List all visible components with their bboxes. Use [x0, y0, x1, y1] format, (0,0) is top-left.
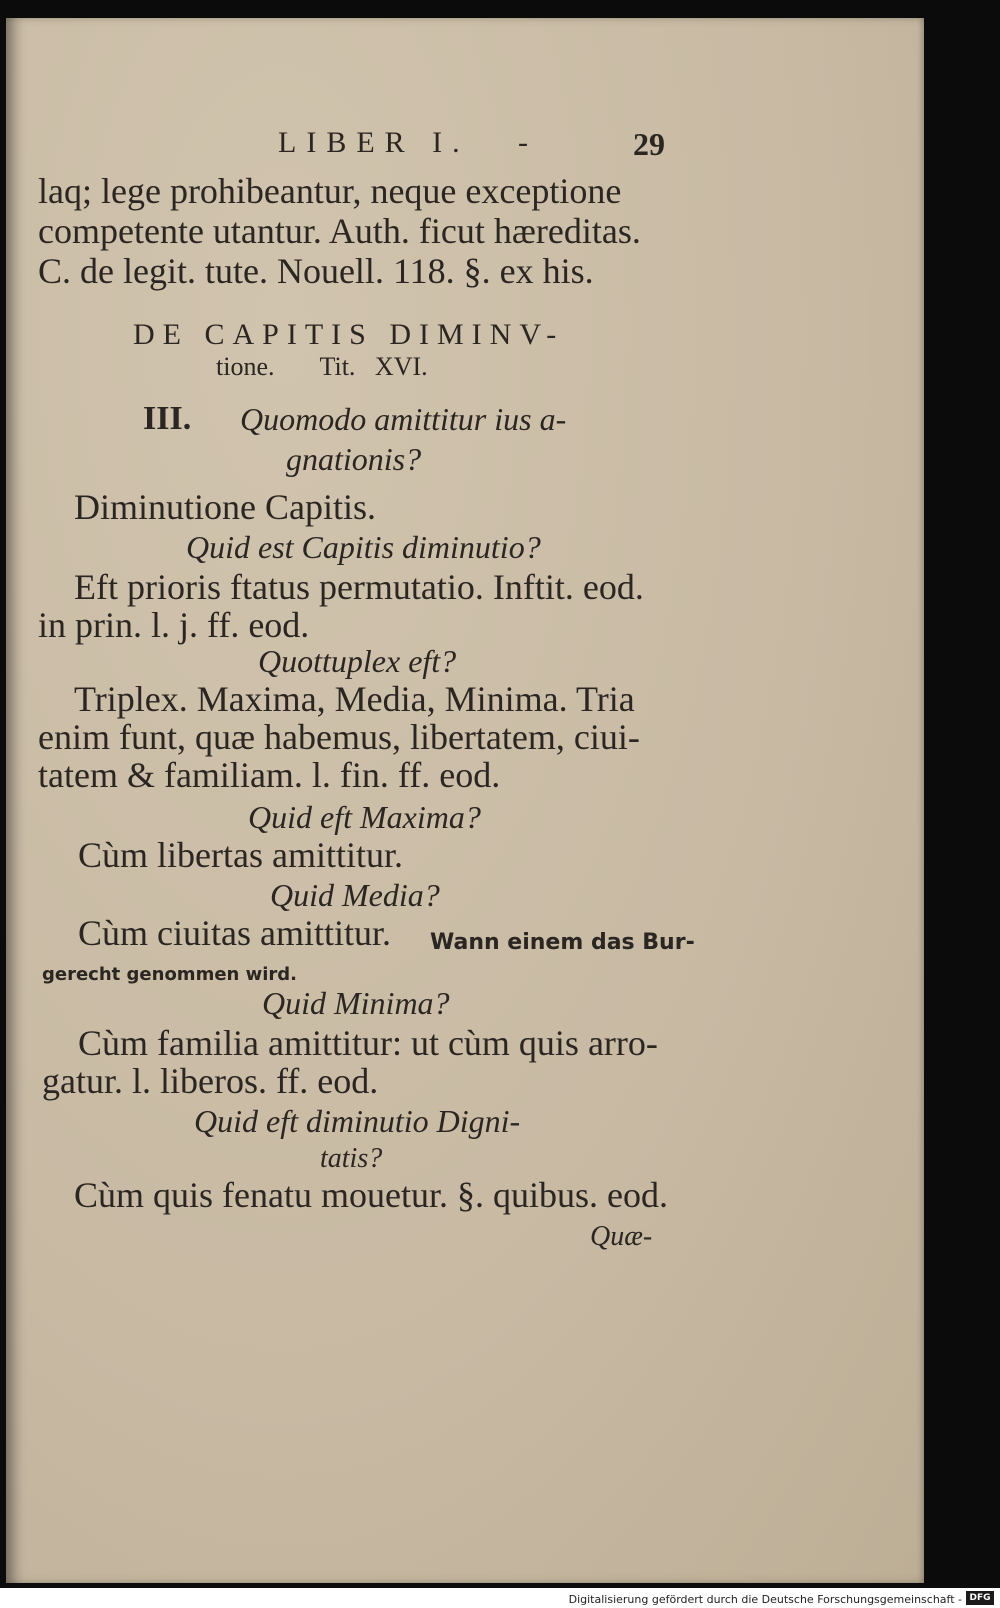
question-text: Quid eft diminutio Digni- [194, 1103, 521, 1139]
funding-credit: Digitalisierung gefördert durch die Deutsche Forschungsgemeinschaft - [568, 1593, 962, 1606]
running-head-dash: - [518, 126, 528, 159]
catchword: Quæ- [590, 1221, 653, 1252]
german-gloss: gerecht genommen wird. [42, 964, 298, 985]
section-heading-cont: tione. Tit. XVI. [216, 352, 428, 381]
question-text: Quottuplex eft? [258, 643, 457, 679]
section-heading: DE CAPITIS DIMINV- [133, 318, 565, 351]
answer-text: Cùm familia amittitur: ut cùm quis arro- [78, 1023, 658, 1063]
german-gloss: Wann einem das Bur- [430, 930, 695, 955]
question-text: Quid Minima? [262, 985, 450, 1021]
footer-strip [0, 1588, 1000, 1608]
answer-text: Eft prioris ftatus permutatio. Inftit. eod. [74, 567, 644, 607]
answer-text: Cùm libertas amittitur. [78, 835, 403, 875]
text-line: C. de legit. tute. Nouell. 118. §. ex his. [38, 251, 594, 291]
text-line: competente utantur. Auth. ficut hæreditas. [38, 211, 641, 251]
question-text: Quid Media? [270, 877, 440, 913]
answer-text: in prin. l. j. ff. eod. [38, 605, 310, 645]
answer-text: enim funt, quæ habemus, libertatem, ciui- [38, 717, 640, 757]
page-number: 29 [633, 126, 665, 162]
answer-text: gatur. l. liberos. ff. eod. [42, 1061, 379, 1101]
answer-text: tatem & familiam. l. fin. ff. eod. [38, 755, 501, 795]
answer-text: Triplex. Maxima, Media, Minima. Tria [74, 679, 635, 719]
question-text: Quomodo amittitur ius a- [240, 401, 567, 437]
question-text: Quid est Capitis diminutio? [186, 529, 541, 565]
question-text: tatis? [320, 1143, 383, 1174]
running-head [38, 126, 688, 170]
answer-text: Diminutione Capitis. [74, 487, 376, 527]
running-head-title: LIBER I. [278, 126, 470, 159]
answer-text: Cùm ciuitas amittitur. [78, 913, 391, 953]
text-line: laq; lege prohibeantur, neque exceptione [38, 171, 622, 211]
dfg-logo-icon: DFG [966, 1591, 994, 1605]
book-page [6, 18, 924, 1583]
question-text: Quid eft Maxima? [248, 799, 481, 835]
question-number: III. [143, 400, 192, 437]
answer-text: Cùm quis fenatu mouetur. §. quibus. eod. [74, 1175, 668, 1215]
question-text: gnationis? [286, 441, 422, 477]
